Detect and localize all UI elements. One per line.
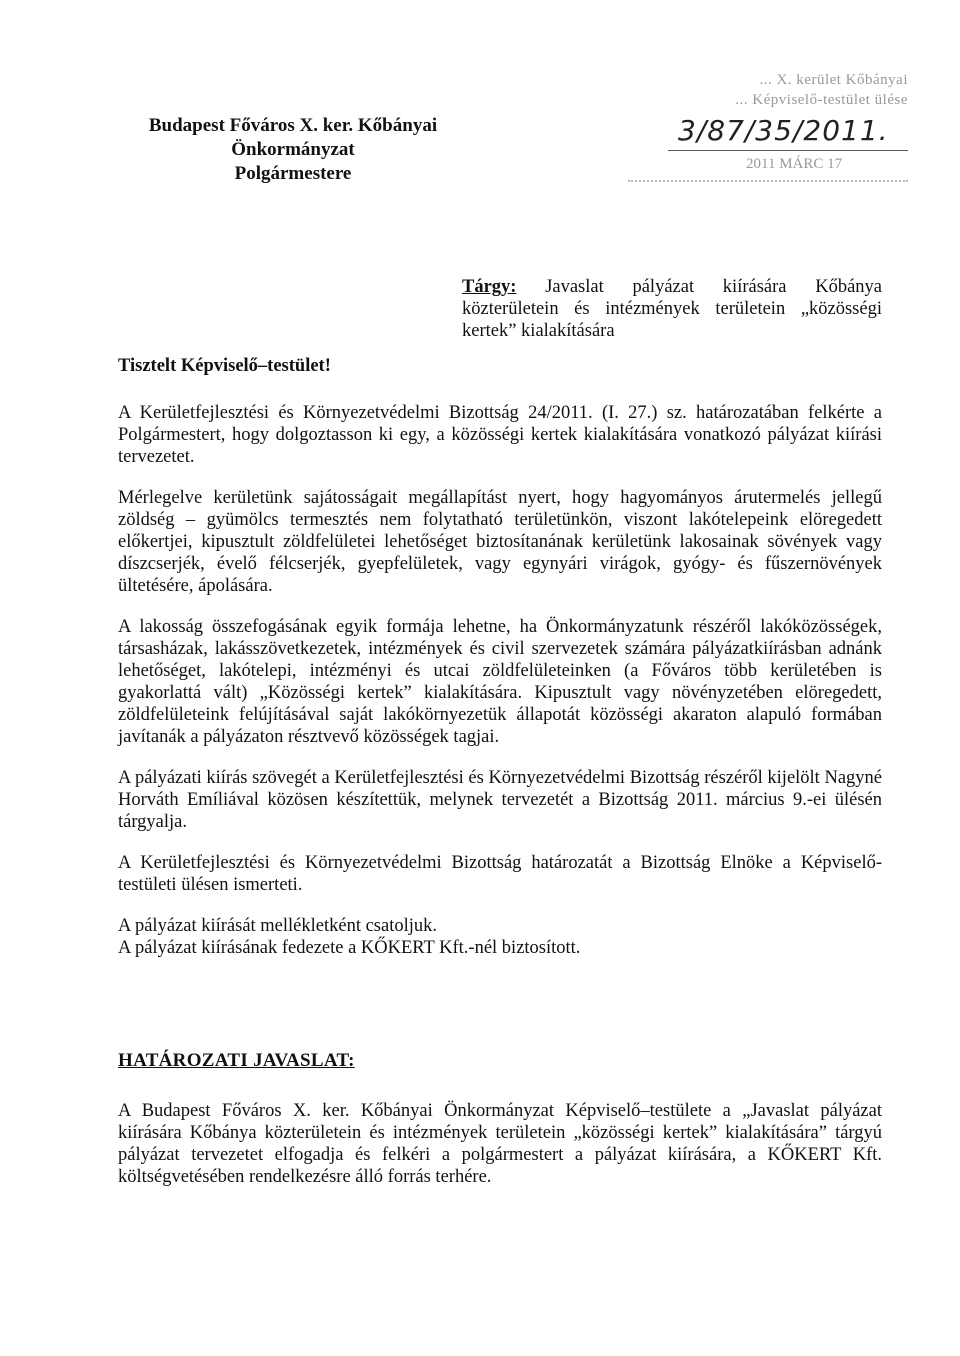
stamp-dotted-line [628, 180, 908, 182]
greeting: Tisztelt Képviselő–testület! [118, 356, 331, 376]
issuer-title: Polgármestere [234, 163, 352, 184]
subject-block [462, 276, 882, 342]
issuer-header [118, 114, 468, 186]
stamp-line-1: ... X. kerület Kőbányai [759, 72, 908, 88]
registration-number: 3/87/35/2011. [678, 114, 889, 147]
paragraph-4: A pályázati kiírás szövegét a Kerületfejlesztési és Környezetvédelmi Bizottság részéről kijelölt Nagyné Horváth Emíliával közösen készítettük, melynek tervezetét a Bizottság 2011. március 9.-ei ülésén tárgyalja. [118, 768, 882, 832]
stamp-date: 2011 MÁRC 17 [746, 156, 843, 172]
registration-underline [668, 150, 908, 151]
funding-line: A pályázat kiírásának fedezete a KŐKERT Kft.-nél biztosított. [118, 938, 581, 958]
registration-stamp [628, 72, 908, 192]
subject-text: Javaslat pályázat kiírására Kőbánya közterületein és intézmények területein „közösségi kertek” kialakítására [462, 277, 882, 341]
paragraph-3: A lakosság összefogásának egyik formája lehetne, ha Önkormányzatunk részéről lakóközösségek, társasházak, lakásszövetkezetek, intézmények és civil szervezetek számára pályázatkiírásban adnánk lehetőséget, lakótelepi, intézményi és utcai zöldfelületeinken (a Főváros több kerületében is gyakorlattá vált) „Közösségi kertek” kialakítására. Kipusztult vagy növényzetében elöregedett, zöldfelületeink felújításával saját lakókörnyezetük állapotát közösségi akaraton alapuló formában javítanák a pályázaton résztvevő közösségek tagjai. [118, 617, 882, 747]
paragraph-2: Mérlegelve kerületünk sajátosságait megállapítást nyert, hogy hagyományos árutermelés jellegű zöldség – gyümölcs termesztés nem folytatható területünkön, viszont lakótelepeink elöregedett előkertjei, kipusztult zöldfelületei lehetőséget biztosítanának kerületünk lakosainak sövények vagy díszcserjék, évelő félcserjék, gyepfelületek, vagy egynyári virágok, gyógy- és fűszernövények ültetésére, ápolására. [118, 488, 882, 596]
paragraph-1: A Kerületfejlesztési és Környezetvédelmi Bizottság 24/2011. (I. 27.) sz. határozatában felkérte a Polgármestert, hogy dolgoztasson ki egy, a közösségi kertek kialakítására vonatkozó pályázat kiírási tervezetet. [118, 403, 882, 467]
body-text [118, 402, 882, 959]
subject-label: Tárgy: [462, 277, 517, 297]
stamp-line-2: ... Képviselő-testület ülése [735, 92, 908, 108]
paragraph-5: A Kerületfejlesztési és Környezetvédelmi Bizottság határozatát a Bizottság Elnöke a Képviselő-testületi ülésen ismerteti. [118, 853, 882, 895]
issuer-name: Budapest Főváros X. ker. Kőbányai Önkormányzat [148, 115, 438, 160]
resolution-title: HATÁROZATI JAVASLAT: [118, 1050, 355, 1071]
resolution-text: A Budapest Főváros X. ker. Kőbányai Önkormányzat Képviselő–testülete a „Javaslat pályázat kiírására Kőbánya közterületein és intézmények területein „közösségi kertek” kialakítására” tárgyú pályázat tervezetet elfogadja és felkéri a polgármestert a pályázat kiírására, a KŐKERT Kft. költségvetésében rendelkezésre álló forrás terhére. [118, 1101, 882, 1187]
attachment-line: A pályázat kiírását mellékletként csatoljuk. [118, 916, 438, 936]
